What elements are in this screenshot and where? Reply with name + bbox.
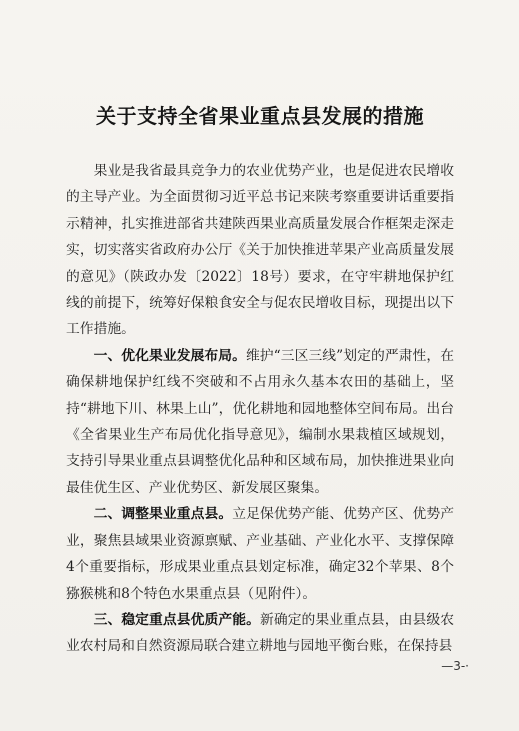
section-3-heading: 三、稳定重点县优质产能。: [93, 611, 260, 628]
section-1-heading: 一、优化果业发展布局。: [93, 347, 246, 364]
section-2-heading: 二、调整果业重点县。: [93, 506, 233, 523]
section-3-text: 新确定的果业重点县，由县级农业农村局和自然资源局联合建立耕地与园地平衡台账，在保持县: [66, 611, 455, 655]
section-1-text: 维护“三区三线”划定的严肃性，在确保耕地保护红线不突破和不占用永久基本农田的基础上，坚持“耕地下川、林果上山”，优化耕地和园地整体空间布局。出台《全省果业生产布局优化指导意见》，编制水果栽植区域规划，支持引导果业重点县调整优化品种和区域布局，加快推进果业向最佳优生区、产业优势区、新发展区聚集。: [66, 347, 455, 496]
section-2-paragraph: [66, 501, 454, 607]
section-2-text: 立足保优势产能、优势产区、优势产业，聚焦县域果业资源禀赋、产业基础、产业化水平、支撑保障4个重要指标，形成果业重点县划定标准，确定32个苹果、8个猕猴桃和8个特色水果重点县（见附件）。: [66, 506, 455, 602]
document-title: 关于支持全省果业重点县发展的措施: [96, 104, 424, 128]
page-number: —3-·: [441, 659, 469, 673]
section-1-paragraph: [66, 343, 454, 501]
intro-paragraph: 果业是我省最具竞争力的农业优势产业，也是促进农民增收的主导产业。为全面贯彻习近平总书记来陕考察重要讲话重要指示精神，扎实推进部省共建陕西果业高质量发展合作框架走深走实，切实落实省政府办公厅《关于加快推进苹果产业高质量发展的意见》（陕政办发〔2022〕18号）要求，在守牢耕地保护红线的前提下，统筹好保粮食安全与促农民增收目标，现提出以下工作措施。: [66, 163, 454, 338]
section-3-paragraph: [66, 607, 454, 660]
document-body: [66, 158, 454, 660]
